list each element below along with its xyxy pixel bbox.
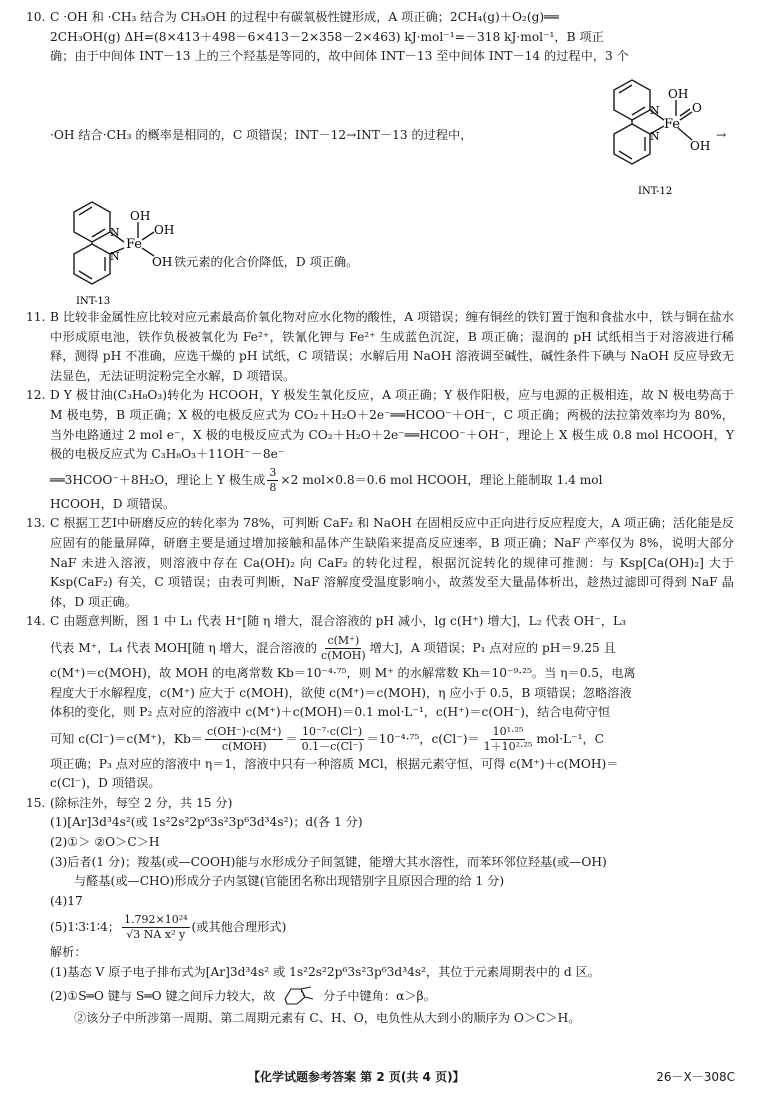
text-line: ══3HCOO⁻＋8H₂O，理论上 Y 极生成 $\frac{3}{8}$ ×2 mol×0.8＝0.6 mol HCOOH，理论上能制取 1.4 mol xyxy=(50,465,603,494)
text-line: C 由题意判断，图 1 中 L₁ 代表 H⁺[随 η 增大，混合溶液的 pH 减小，lg c(H⁺) 增大]，L₂ 代表 OH⁻，L₃ xyxy=(50,614,626,629)
text-line: 代表 M⁺，L₄ 代表 MOH[随 η 增大，混合溶液的 $\frac{c(M^+)}{\text{c(MOH)}}$ 增大]，A 项错误；P₁ 点对应的 pH＝9.25 且 xyxy=(50,633,616,662)
text-line: 确；由于中间体 INT－13 上的三个羟基是等同的，故中间体 INT－13 至中间体 INT－14 的过程中，3 个 xyxy=(50,49,629,64)
oh-label: OH xyxy=(152,255,173,269)
n-label: N xyxy=(110,250,120,263)
answer-text: D Y 极甘油(C₃H₈O₃)转化为 HCOOH，Y 极发生氧化反应，A 项正确；Y 极作阳极，应与电源的正极相连，故 N 极电势高于 M 极电势，B 项正确；X 极的电极反应式为 CO₂＋H₂O＋2e⁻══HCOO⁻＋OH⁻，C 项正确；两极的法拉第效率均为 80%，当外电路通过 2 mol e⁻，X 极的电极反应式为 CO₂＋H₂O＋2e⁻══HCOO⁻＋OH⁻，理论上 X 极生成 0.8 mol HCOOH，Y 极的电极反应式为 C₃H₈O₃＋11OH⁻－8e⁻ xyxy=(50,388,734,462)
int12-label: INT-12 xyxy=(638,186,673,197)
text-line: 与醛基(或—CHO)形成分子内氢键(官能团名称出现错别字且原因合理的给 1 分) xyxy=(74,874,505,889)
text-line: (3)后者(1 分)；羧基(或—COOH)能与水形成分子间氢键，能增大其水溶性，而苯环邻位羟基(或—OH) xyxy=(50,854,607,869)
text-line: 程度大于水解程度，c(M⁺) 应大于 c(MOH)，欲使 c(M⁺)＝c(MOH)，η 应小于 0.5，B 项错误；忽略溶液 xyxy=(50,685,632,700)
int12-structure xyxy=(592,70,712,200)
question-number: 10. xyxy=(26,10,46,24)
o-label: O xyxy=(692,101,702,115)
text-line: ·OH 结合·CH₃ 的概率是相同的，C 项错误；INT－12→INT－13 的过程中， xyxy=(50,128,473,142)
question-number: 14. xyxy=(26,614,46,629)
text-line: 可知 c(Cl⁻)＝c(M⁺)，Kb＝ $\frac{c(OH^-)\cdot c(M^+)}{\text{c(MOH)}}$ ＝ $\frac{\text{10⁻⁷·c(Cl⁻)}}{0.1-c(Cl^-)}$ ＝10⁻⁴·⁷⁵，c(Cl⁻)＝ $\frac{\text{10¹·²⁵}}{\text{1＋10²·²⁵}}$ mol·L⁻¹，C xyxy=(50,724,604,753)
footer-title: 【化学试题参考答案 第 2 页(共 4 页)】 xyxy=(248,1070,465,1084)
page-footer xyxy=(0,1068,759,1088)
text-line: 项正确；P₃ 点对应的溶液中 η＝1，溶液中只有一种溶质 MCl，根据元素守恒，可得 c(M⁺)＋c(MOH)＝ xyxy=(50,756,619,771)
text-line: 2CH₃OH(g) ΔH=(8×413＋498－6×413－2×358－2×463) kJ·mol⁻¹=－318 kJ·mol⁻¹，B 项正 xyxy=(50,29,604,44)
fraction: $\frac{\text{10¹·²⁵}}{\text{1＋10²·²⁵}}$ xyxy=(483,724,533,753)
text-line: 体积的变化，则 P₂ 点对应的溶液中 c(M⁺)＋c(MOH)＝0.1 mol·L⁻¹，c(H⁺)＝c(OH⁻)，结合电荷守恒 xyxy=(50,705,611,720)
fe-label: Fe xyxy=(126,237,143,252)
n-label: N xyxy=(650,104,660,117)
text-line: (除标注外，每空 2 分，共 15 分) xyxy=(50,795,233,810)
question-number: 12. xyxy=(26,388,46,403)
text-line: 解析： xyxy=(50,945,87,960)
oh-label: OH xyxy=(154,223,175,237)
text-line: c(M⁺)＝c(MOH)，故 MOH 的电离常数 Kb＝10⁻⁴·⁷⁵，则 M⁺ 的水解常数 Kh＝10⁻⁹·²⁵。当 η＝0.5，电离 xyxy=(50,665,636,680)
arrow: → xyxy=(716,128,727,142)
int13-structure xyxy=(66,192,196,312)
oh-label: OH xyxy=(690,139,711,153)
text-line: (2)①S═O 键与 S═O 键之间斥力较大，故 分子中键角：α＞β。 xyxy=(50,983,734,1009)
bipyridine-fe-diagram xyxy=(66,192,196,312)
text-line: C ·OH 和 ·CH₃ 结合为 CH₃OH 的过程中有碳氧极性键形成，A 项正确；2CH₄(g)＋O₂(g)══ xyxy=(50,10,559,24)
bipyridine-fe-diagram xyxy=(592,70,712,200)
answer-13 xyxy=(26,514,734,612)
answer-11 xyxy=(26,308,734,386)
text-line: (2)①＞ ②O＞C＞H xyxy=(50,835,160,850)
n-label: N xyxy=(110,226,120,239)
text-line: (1)基态 V 原子电子排布式为[Ar]3d³4s² 或 1s²2s²2p⁶3s²3p⁶3d³4s²，其位于元素周期表中的 d 区。 xyxy=(50,965,600,980)
footer-code: 26－X－308C xyxy=(656,1070,735,1084)
sulfur-ring-molecule-icon xyxy=(279,985,319,1007)
answer-10 xyxy=(26,8,734,308)
fraction: $\frac{c(M^+)}{\text{c(MOH)}}$ xyxy=(321,633,366,662)
text-line: c(Cl⁻)，D 项错误。 xyxy=(50,776,161,791)
oh-label: OH xyxy=(130,209,151,223)
text-line: 铁元素的化合价降低，D 项正确。 xyxy=(174,255,359,269)
text-line: (4)17 xyxy=(50,893,83,908)
answer-12 xyxy=(26,386,734,514)
n-label: N xyxy=(650,130,660,143)
text-line: HCOOH，D 项错误。 xyxy=(50,496,176,511)
fraction: $\frac{c(OH^-)\cdot c(M^+)}{\text{c(MOH)}}$ xyxy=(206,724,282,753)
fraction: $\frac{3}{8}$ xyxy=(269,465,277,494)
question-number: 13. xyxy=(26,516,46,531)
question-number: 11. xyxy=(26,310,46,324)
text-line: (1)[Ar]3d³4s²(或 1s²2s²2p⁶3s²3p⁶3d³4s²)；d(各 1 分) xyxy=(50,815,363,830)
answer-text: B 比较非金属性应比较对应元素最高价氧化物对应水化物的酸性，A 项错误；缠有铜丝的铁钉置于饱和食盐水中，铁与铜在盐水中形成原电池，铁作负极被氧化为 Fe²⁺，铁氰化钾与 Fe²⁺ 生成蓝色沉淀，B 项正确；湿润的 pH 试纸相当于对溶液进行稀释，测得 pH 不准确，应选干燥的 pH 试纸，C 项错误；水解后用 NaOH 溶液调至碱性，碱性条件下碘与 NaOH 反应导致无法显色，无法证明淀粉完全水解，D 项错误。 xyxy=(50,310,734,383)
answer-text: C 根据工艺Ⅰ中研磨反应的转化率为 78%，可判断 CaF₂ 和 NaOH 在固相反应中正向进行反应程度大，A 项正确；活化能是反应固有的能量屏障，研磨主要是通过增加接触和晶体产生缺陷来提高反应速率，B 项正确；NaF 产率仅为 8%，说明大部分 NaF 未进入溶液，则溶液中存在 Ca(OH)₂ 向 CaF₂ 的转化过程，根据沉淀转化的规律可推测：与 Ksp[Ca(OH)₂] 大于 Ksp(CaF₂) 有关，C 项错误；由表可判断，NaF 溶解度受温度影响小，故蒸发至大量晶体析出，趁热过滤即可得到 NaF 晶体，D 项正确。 xyxy=(50,516,734,609)
answer-page xyxy=(26,8,734,1028)
oh-label: OH xyxy=(668,87,689,101)
text-line: (5)1∶3∶1∶4； $\frac{\text{1.792×10²⁴}}{\text{√3 NA x² y}}$ (或其他合理形式) xyxy=(50,913,287,942)
fe-label: Fe xyxy=(664,117,681,132)
int13-label: INT-13 xyxy=(76,296,111,307)
fraction: $\frac{\text{10⁻⁷·c(Cl⁻)}}{0.1-c(Cl^-)}$ xyxy=(301,724,363,753)
fraction: $\frac{\text{1.792×10²⁴}}{\text{√3 NA x² y}}$ xyxy=(123,913,188,942)
question-number: 15. xyxy=(26,795,46,810)
answer-15 xyxy=(26,794,734,1028)
answer-14 xyxy=(26,612,734,794)
text-line: ②该分子中所涉第一周期、第二周期元素有 C、H、O，电负性从大到小的顺序为 O＞C＞H。 xyxy=(74,1010,581,1025)
